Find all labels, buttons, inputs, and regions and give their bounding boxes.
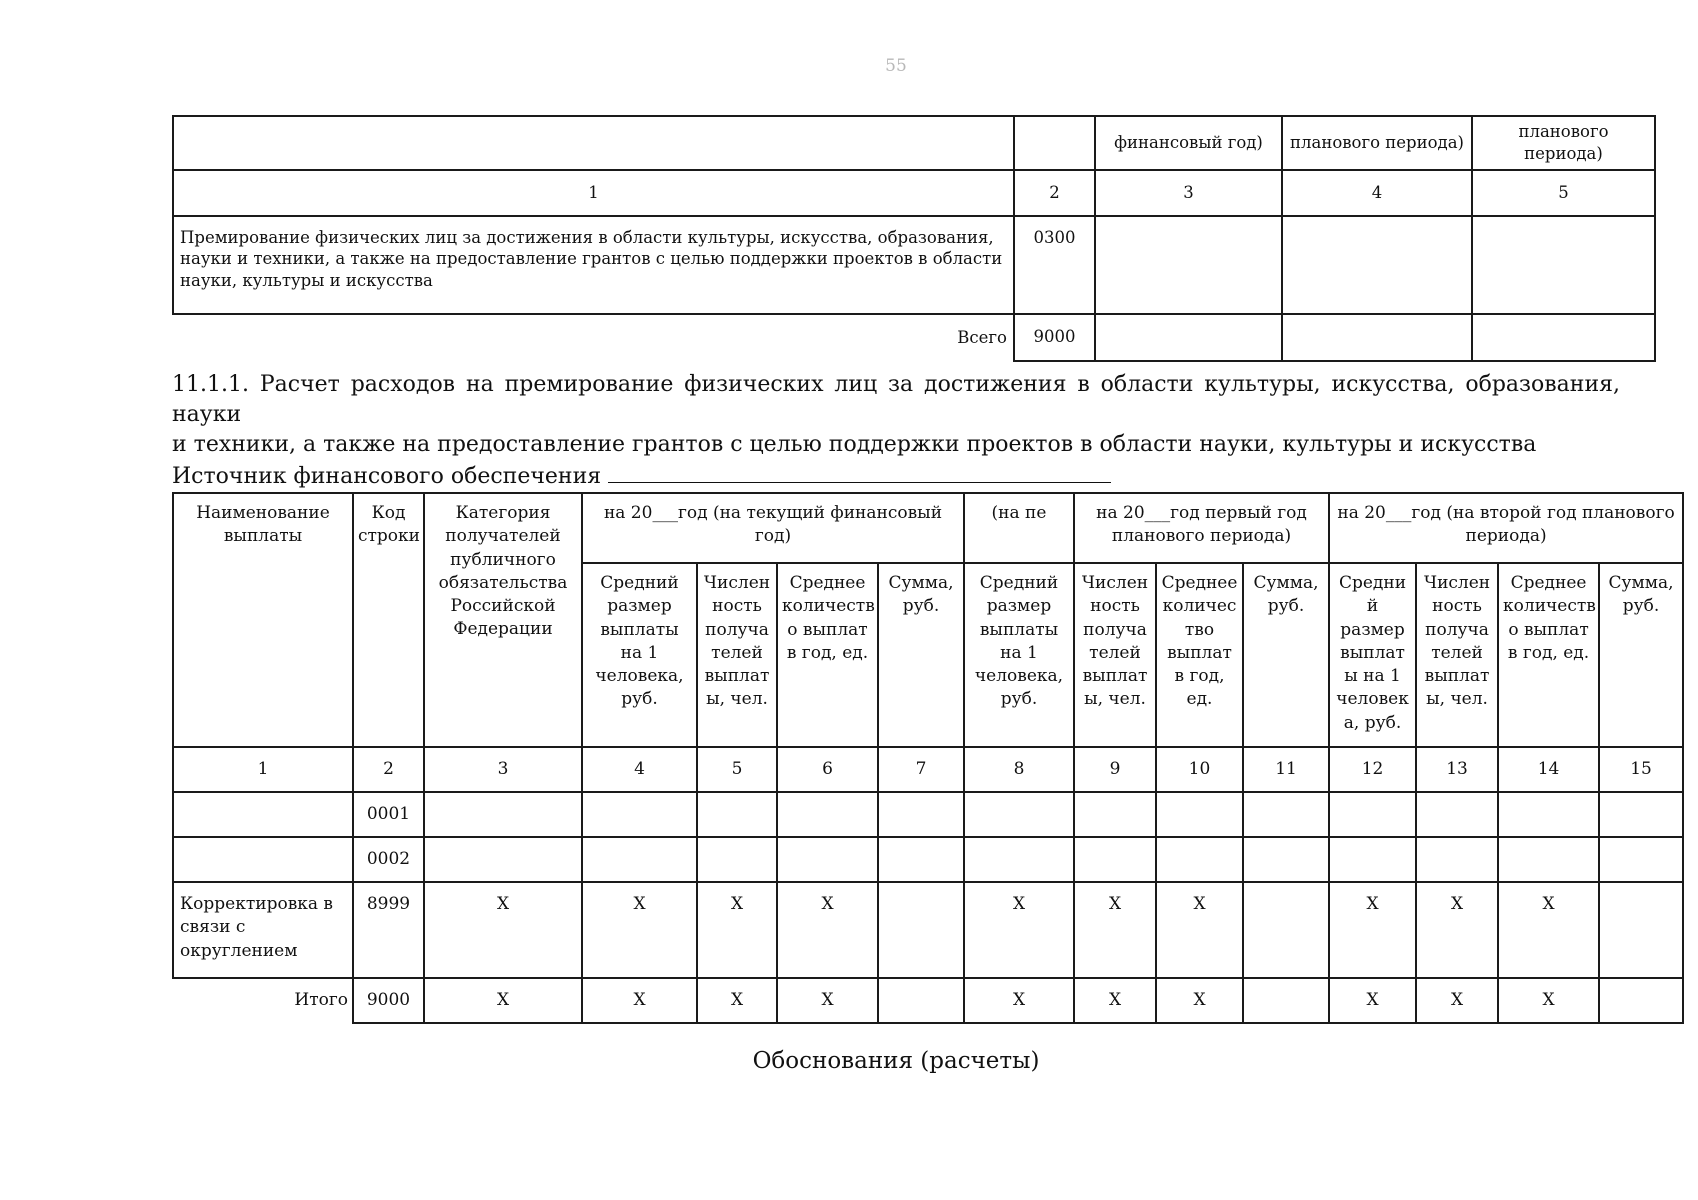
row-code: 0300: [1014, 216, 1095, 314]
value-cell: [878, 978, 964, 1023]
header-cell: планового периода): [1472, 116, 1655, 170]
value-cell: X: [777, 978, 878, 1023]
column-number: 4: [1282, 170, 1472, 216]
itogo-code: 9000: [353, 978, 424, 1023]
table-payment-calculation: [172, 492, 1684, 1024]
total-label: Всего: [173, 314, 1014, 361]
column-number: 12: [1329, 747, 1416, 792]
table-row: [173, 837, 1683, 882]
column-number: 13: [1416, 747, 1498, 792]
group-header-row: [173, 493, 1683, 563]
value-cell: [582, 837, 697, 882]
value-cell: X: [1156, 978, 1243, 1023]
value-cell: [1599, 792, 1683, 837]
group-first-plan-year-header: на 20___год первый год планового периода): [1074, 493, 1329, 563]
value-cell: [1243, 792, 1329, 837]
row-code: 0002: [353, 837, 424, 882]
column-number: 6: [777, 747, 878, 792]
col-code-header: Код строки: [353, 493, 424, 747]
sub-header-cell: Среднее количес тво выплат в год, ед.: [1156, 563, 1243, 747]
value-cell: [1599, 837, 1683, 882]
value-cell: X: [1498, 882, 1599, 978]
sub-header-cell: Средний размер выплаты на 1 человека, руб.: [582, 563, 697, 747]
value-cell: [1498, 837, 1599, 882]
value-cell: [1074, 837, 1156, 882]
row-name: Премирование физических лиц за достижения в области культуры, искусства, образования, науки и техники, а также на предоставление грантов с целью поддержки проектов в области науки, культуры и искусства: [173, 216, 1014, 314]
value-cell: X: [1416, 882, 1498, 978]
sub-header-cell: Числен ность получа телей выплат ы, чел.: [697, 563, 777, 747]
column-number: 1: [173, 170, 1014, 216]
column-number: 5: [1472, 170, 1655, 216]
total-code: 9000: [1014, 314, 1095, 361]
row-code: 0001: [353, 792, 424, 837]
header-cell: [1014, 116, 1095, 170]
value-cell: [1472, 314, 1655, 361]
value-cell: X: [1074, 978, 1156, 1023]
column-number: 9: [1074, 747, 1156, 792]
value-cell: [777, 837, 878, 882]
group-current-year-header: на 20___год (на текущий финансовый год): [582, 493, 964, 563]
row-name: [173, 792, 353, 837]
column-number: 1: [173, 747, 353, 792]
itogo-label: Итого: [173, 978, 353, 1023]
sub-header-cell: Сумма, руб.: [1243, 563, 1329, 747]
value-cell: [424, 792, 582, 837]
heading-line-1: 11.1.1. Расчет расходов на премирование физических лиц за достижения в области культуры, искусства, образования, науки: [172, 372, 1620, 427]
sub-header-cell: Сумма, руб.: [878, 563, 964, 747]
value-cell: X: [697, 978, 777, 1023]
value-cell: [964, 792, 1074, 837]
row-name: [173, 837, 353, 882]
col-category-header: Категория получателей публичного обязательства Российской Федерации: [424, 493, 582, 747]
value-cell: [878, 882, 964, 978]
value-cell: X: [1329, 882, 1416, 978]
value-cell: [1282, 216, 1472, 314]
table-row: [173, 792, 1683, 837]
value-cell: X: [1329, 978, 1416, 1023]
column-number: 15: [1599, 747, 1683, 792]
column-number: 2: [1014, 170, 1095, 216]
heading-line-2: и техники, а также на предоставление грантов с целью поддержки проектов в области науки, культуры и искусства: [172, 432, 1537, 457]
value-cell: [964, 837, 1074, 882]
total-row: [173, 314, 1655, 361]
column-number: 11: [1243, 747, 1329, 792]
value-cell: [878, 792, 964, 837]
table-expenses-summary: [172, 115, 1656, 362]
value-cell: X: [424, 882, 582, 978]
sub-header-cell: Средний размер выплаты на 1 человека, руб.: [964, 563, 1074, 747]
column-numbers-row: [173, 747, 1683, 792]
value-cell: X: [964, 882, 1074, 978]
value-cell: X: [697, 882, 777, 978]
table-row: [173, 216, 1655, 314]
group-second-plan-year-header: на 20___год (на второй год планового периода): [1329, 493, 1683, 563]
section-heading: [172, 370, 1620, 492]
page-number: 55: [885, 56, 907, 76]
value-cell: X: [964, 978, 1074, 1023]
header-cell: планового периода): [1282, 116, 1472, 170]
value-cell: [1599, 978, 1683, 1023]
value-cell: [1074, 792, 1156, 837]
value-cell: [777, 792, 878, 837]
sub-header-cell: Числен ность получа телей выплат ы, чел.: [1074, 563, 1156, 747]
sub-header-cell: Средни й размер выплат ы на 1 человек а, руб.: [1329, 563, 1416, 747]
value-cell: X: [1074, 882, 1156, 978]
funding-source-label: Источник финансового обеспечения: [172, 464, 602, 489]
correction-name: Корректировка в связи с округлением: [173, 882, 353, 978]
justifications-title: Обоснования (расчеты): [752, 1048, 1040, 1074]
value-cell: [1416, 792, 1498, 837]
value-cell: X: [424, 978, 582, 1023]
sub-header-cell: Числен ность получа телей выплат ы, чел.: [1416, 563, 1498, 747]
value-cell: X: [777, 882, 878, 978]
value-cell: [1329, 837, 1416, 882]
value-cell: [1156, 792, 1243, 837]
header-cell: [173, 116, 1014, 170]
value-cell: X: [1156, 882, 1243, 978]
column-number: 3: [424, 747, 582, 792]
value-cell: X: [582, 978, 697, 1023]
value-cell: [1095, 216, 1282, 314]
value-cell: [1472, 216, 1655, 314]
value-cell: [1498, 792, 1599, 837]
column-number: 14: [1498, 747, 1599, 792]
value-cell: X: [1498, 978, 1599, 1023]
column-number: 3: [1095, 170, 1282, 216]
column-number: 8: [964, 747, 1074, 792]
column-number: 4: [582, 747, 697, 792]
value-cell: [1243, 978, 1329, 1023]
value-cell: [1282, 314, 1472, 361]
value-cell: [878, 837, 964, 882]
col-name-header: Наименование выплаты: [173, 493, 353, 747]
value-cell: X: [582, 882, 697, 978]
value-cell: [1329, 792, 1416, 837]
value-cell: [424, 837, 582, 882]
column-number: 7: [878, 747, 964, 792]
value-cell: [1243, 837, 1329, 882]
column-number: 2: [353, 747, 424, 792]
value-cell: [697, 837, 777, 882]
sub-header-cell: Среднее количеств о выплат в год, ед.: [1498, 563, 1599, 747]
column-numbers-row: [173, 170, 1655, 216]
funding-source-blank: [608, 460, 1111, 483]
itogo-row: [173, 978, 1683, 1023]
value-cell: [1599, 882, 1683, 978]
value-cell: [1156, 837, 1243, 882]
table-header-row: [173, 116, 1655, 170]
value-cell: [1416, 837, 1498, 882]
value-cell: [697, 792, 777, 837]
value-cell: [1095, 314, 1282, 361]
sub-header-cell: Среднее количеств о выплат в год, ед.: [777, 563, 878, 747]
value-cell: [582, 792, 697, 837]
group-truncated-header: (на пе: [964, 493, 1074, 563]
value-cell: X: [1416, 978, 1498, 1023]
value-cell: [1243, 882, 1329, 978]
header-cell: финансовый год): [1095, 116, 1282, 170]
column-number: 10: [1156, 747, 1243, 792]
sub-header-cell: Сумма, руб.: [1599, 563, 1683, 747]
correction-row: [173, 882, 1683, 978]
funding-source-line: [172, 460, 1620, 492]
column-number: 5: [697, 747, 777, 792]
correction-code: 8999: [353, 882, 424, 978]
